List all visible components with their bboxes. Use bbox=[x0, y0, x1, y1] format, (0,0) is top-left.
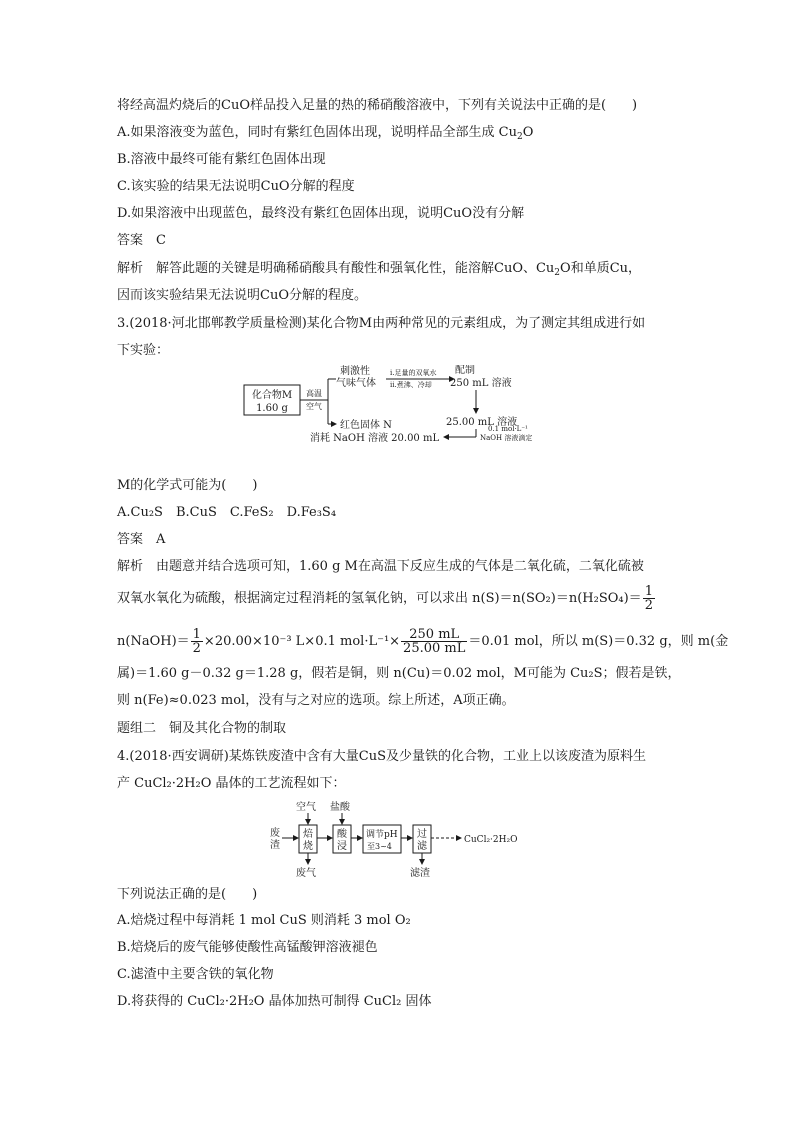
prepare-label: 配制 bbox=[455, 365, 475, 376]
question-3-analysis-3: n(NaOH)＝ $\frac{1}{2}$ ×20.00×10⁻³ L×0.1 mol·L⁻¹× $\frac{250 mL}{25.00 mL}$ ＝0.01 mol，所以 m(S)＝0.32 g，则 m(金 bbox=[117, 627, 729, 656]
adjust-ph-label-2: 至3~4 bbox=[367, 842, 392, 851]
step-1-label: ⅰ.足量的双氧水 bbox=[390, 369, 437, 377]
roast-label-1: 焙 bbox=[303, 829, 313, 840]
exhaust-label: 废气 bbox=[296, 868, 316, 879]
compound-mass: 1.60 g bbox=[256, 403, 288, 414]
solution-25: 25.00 mL 溶液 bbox=[446, 417, 518, 428]
question-4-option-a: A.焙烧过程中每消耗 1 mol CuS 则消耗 3 mol O₂ bbox=[117, 913, 411, 928]
gas-label-2: 气味气体 bbox=[336, 378, 376, 389]
filter-label-1: 过 bbox=[417, 829, 427, 840]
air-label: 空气 bbox=[296, 802, 316, 813]
titration-label: NaOH 溶液滴定 bbox=[480, 434, 533, 442]
leach-label-1: 酸 bbox=[337, 829, 347, 840]
question-3-ask: M的化学式可能为( ) bbox=[117, 478, 258, 493]
gas-label-1: 刺激性 bbox=[340, 366, 370, 377]
acid-label: 盐酸 bbox=[330, 802, 350, 813]
leach-label-2: 浸 bbox=[337, 841, 347, 852]
option-a: A.如果溶液变为蓝色，同时有紫红色固体出现，说明样品全部生成 $Cu_2O$ bbox=[117, 125, 534, 142]
analysis-line-2: 因而该实验结果无法说明CuO分解的程度。 bbox=[117, 288, 367, 303]
residue-label: 滤渣 bbox=[410, 868, 430, 879]
question-4-stem-2: 产 CuCl₂·2H₂O 晶体的工艺流程如下： bbox=[117, 776, 346, 791]
analysis-line-1: 解析 解答此题的关键是明确稀硝酸具有酸性和强氧化性，能溶解CuO、$Cu_2O$和单质Cu， bbox=[117, 261, 642, 278]
question-4-stem-1: 4.(2018·西安调研)某炼铁废渣中含有大量CuS及少量铁的化合物，工业上以该废渣为原料生 bbox=[117, 749, 646, 764]
waste-label-1: 废 bbox=[270, 828, 280, 839]
question-4-option-b: B.焙烧后的废气能够使酸性高锰酸钾溶液褪色 bbox=[117, 940, 378, 955]
question-3-analysis-5: 则 n(Fe)≈0.023 mol，没有与之对应的选项。综上所述，A项正确。 bbox=[117, 693, 515, 708]
group-heading: 题组二 铜及其化合物的制取 bbox=[117, 721, 287, 736]
question-3-analysis-2: 双氧水氧化为硫酸，根据滴定过程消耗的氢氧化钠，可以求出 n(S)＝n(SO₂)＝n(H₂SO₄)＝ $\frac{1}{2}$ bbox=[117, 584, 653, 613]
step-2-label: ⅱ.煮沸、冷却 bbox=[390, 381, 432, 389]
fraction-half: $\frac{1}{2}$ bbox=[192, 627, 201, 656]
question-stem: 将经高温灼烧后的CuO样品投入足量的热的稀硝酸溶液中，下列有关说法中正确的是( ) bbox=[117, 98, 638, 113]
experiment-diagram bbox=[240, 365, 560, 443]
option-d: D.如果溶液中出现蓝色，最终没有紫红色固体出现，说明CuO没有分解 bbox=[117, 206, 525, 221]
process-flow-diagram bbox=[262, 800, 532, 880]
product-label: CuCl₂·2H₂O bbox=[464, 835, 518, 845]
fraction-half: $\frac{1}{2}$ bbox=[644, 584, 653, 613]
question-4-ask: 下列说法正确的是( ) bbox=[117, 887, 258, 902]
question-3-options: A.Cu₂S B.CuS C.FeS₂ D.Fe₃S₄ bbox=[117, 505, 337, 520]
option-b: B.溶液中最终可能有紫红色固体出现 bbox=[117, 152, 326, 167]
roast-label-2: 烧 bbox=[303, 841, 313, 852]
question-3-analysis-1: 解析 由题意并结合选项可知，1.60 g M在高温下反应生成的气体是二氧化硫，二氧化硫被 bbox=[117, 559, 644, 574]
question-4-option-c: C.滤渣中主要含铁的氧化物 bbox=[117, 967, 274, 982]
solid-n-label: 红色固体 N bbox=[340, 420, 392, 431]
filter-label-2: 滤 bbox=[417, 841, 427, 852]
condition-air: 空气 bbox=[306, 402, 322, 411]
option-c: C.该实验的结果无法说明CuO分解的程度 bbox=[117, 179, 355, 194]
question-3-answer: 答案 A bbox=[117, 532, 166, 547]
consumption-label: 消耗 NaOH 溶液 20.00 mL bbox=[310, 433, 440, 443]
answer-line: 答案 C bbox=[117, 233, 166, 248]
fraction-volume: $\frac{250 mL}{25.00 mL}$ bbox=[403, 627, 466, 656]
question-3-stem-1: 3.(2018·河北邯郸教学质量检测)某化合物M由两种常见的元素组成，为了测定其组成进行如 bbox=[117, 316, 646, 331]
adjust-ph-label-1: 调节pH bbox=[366, 830, 398, 840]
compound-label: 化合物M bbox=[251, 390, 293, 401]
condition-high-temp: 高温 bbox=[306, 389, 322, 398]
question-3-analysis-4: 属)＝1.60 g－0.32 g＝1.28 g，假若是铜，则 n(Cu)＝0.02 mol，M可能为 Cu₂S；假若是铁， bbox=[117, 666, 681, 681]
waste-label-2: 渣 bbox=[270, 840, 280, 851]
question-4-option-d: D.将获得的 CuCl₂·2H₂O 晶体加热可制得 CuCl₂ 固体 bbox=[117, 994, 432, 1009]
question-3-stem-2: 下实验： bbox=[117, 343, 170, 358]
solution-250: 250 mL 溶液 bbox=[450, 378, 512, 389]
titrant-label: 0.1 mol·L⁻¹ bbox=[488, 425, 528, 433]
